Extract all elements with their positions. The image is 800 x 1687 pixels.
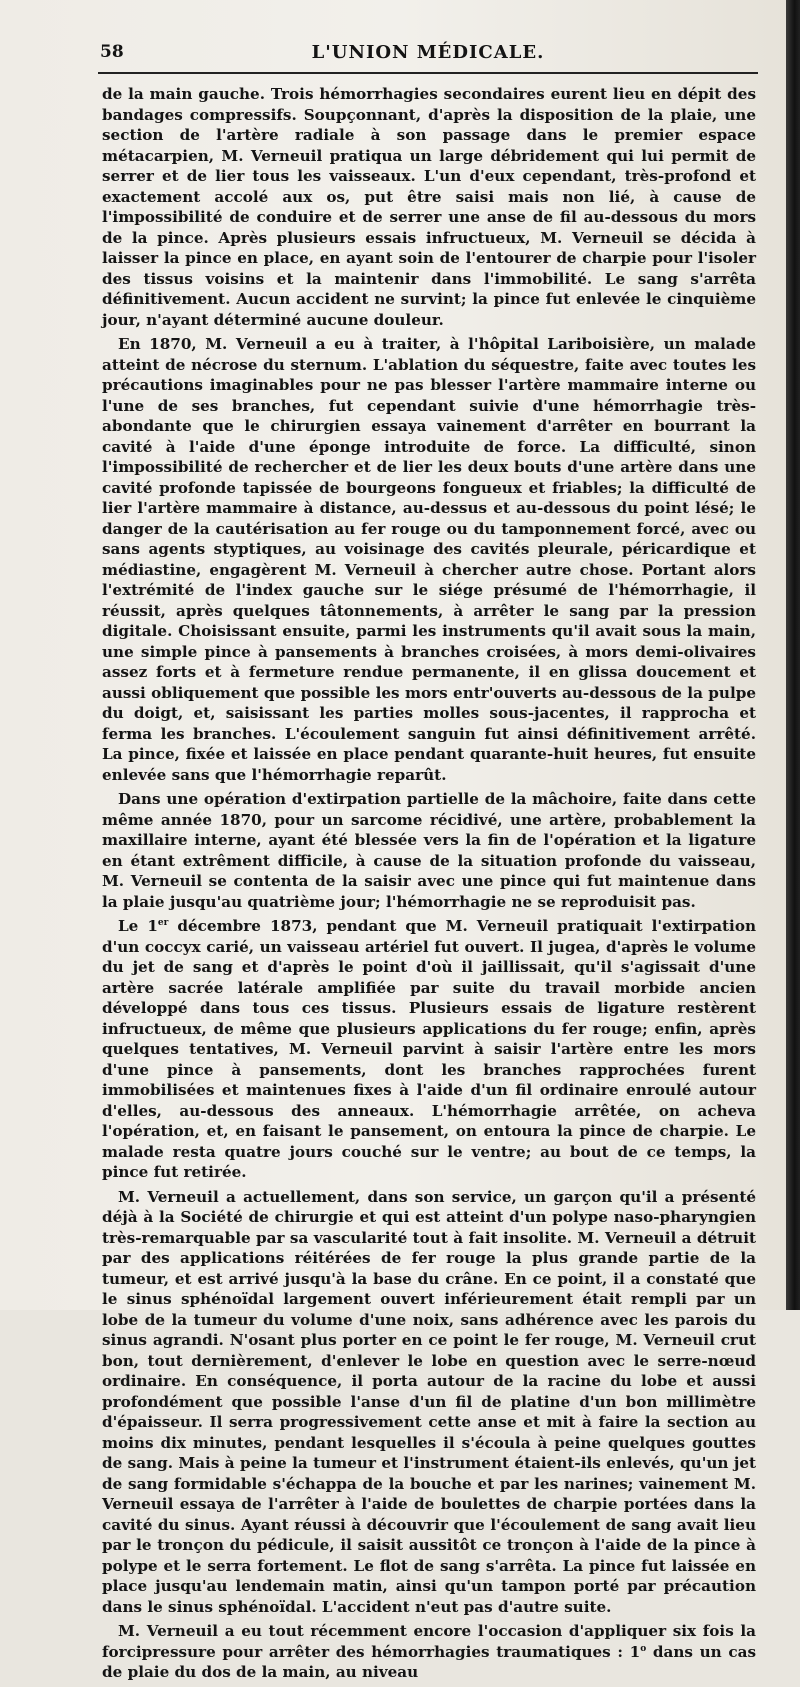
ordinal-superscript: er <box>157 917 169 928</box>
paragraph-1 <box>102 84 756 330</box>
header-rule <box>98 72 758 74</box>
paragraph-4 <box>102 916 756 1183</box>
paragraph-2 <box>102 334 756 785</box>
running-title: L'UNION MÉDICALE. <box>311 42 545 63</box>
paragraph-text: de la main gauche. Trois hémorrhagies secondaires eurent lieu en dépit des bandages compressifs. Soupçonnant, d'après la disposition de la plaie, une section de l'artère radiale à son passage dans le premier espace métacarpien, M. Verneuil pratiqua un large débridement qui lui permit de serrer et de lier tous les vaisseaux. L'un d'eux cependant, très-profond et exactement accolé aux os, put être saisi mais non lié, à cause de l'impossibilité de conduire et de serrer une anse de fil au-dessous du mors de la pince. Après plusieurs essais infructueux, M. Verneuil se décida à laisser la pince en place, en ayant soin de l'entourer de charpie pour l'isoler des tissus voisins et la maintenir dans l'immobilité. Le sang s'arrêta définitivement. Aucun accident ne survint; la pince fut enlevée le cinquième jour, n'ayant déterminé aucune douleur. <box>102 85 756 329</box>
page-number: 58 <box>100 42 124 62</box>
paragraph-text-lead: M. Verneuil a eu tout récemment encore l'occasion d'appliquer six fois la forcipressure pour arrêter des hémorrhagies traumatiques : 1 <box>102 1622 756 1661</box>
running-header <box>98 40 758 70</box>
paragraph-text: Dans une opération d'extirpation partielle de la mâchoire, faite dans cette même année 1870, pour un sarcome récidivé, une artère, probablement la maxillaire interne, ayant été blessée vers la fin de l'opération et la ligature en étant extrêment difficile, à cause de la situation profonde du vaisseau, M. Verneuil se contenta de la saisir avec une pince qui fut maintenue dans la plaie jusqu'au quatrième jour; l'hémorrhagie ne se reproduisit pas. <box>102 790 756 911</box>
paragraph-5 <box>102 1187 756 1618</box>
paragraph-text: décembre 1873, pendant que M. Verneuil pratiquait l'extirpation d'un coccyx carié, un vaisseau artériel fut ouvert. Il jugea, d'après le volume du jet de sang et d'après le point d'où il jaillissait, qu'il s'agissait d'une artère sacrée latérale amplifiée par suite du travail morbide ancien développé dans tous ces tissus. Plusieurs essais de ligature restèrent infructueux, de même que plusieurs applications du fer rouge; enfin, après quelques tentatives, M. Verneuil parvint à saisir l'artère entre les mors d'une pince à pansements, dont les branches rapprochées furent immobilisées et maintenues fixes à l'aide d'un fil ordinaire enroulé autour d'elles, au-dessous des anneaux. L'hémorrhagie arrêtée, on acheva l'opération, et, en faisant le pansement, on entoura la pince de charpie. Le malade resta quatre jours couché sur le ventre; au bout de ce temps, la pince fut retirée. <box>102 917 756 1181</box>
paragraph-text: dans un cas de plaie du dos de la main, au niveau <box>102 1642 756 1681</box>
page-binding-edge <box>786 0 800 1310</box>
paragraph-3 <box>102 789 756 912</box>
ordinal-superscript: o <box>640 1643 647 1654</box>
paragraph-text: En 1870, M. Verneuil a eu à traiter, à l'hôpital Lariboisière, un malade atteint de nécrose du sternum. L'ablation du séquestre, faite avec toutes les précautions imaginables pour ne pas blesser l'artère mammaire interne ou l'une de ses branches, fut cependant suivie d'une hémorrhagie très-abondante que le chirurgien essaya vainement d'arrêter en bourrant la cavité à l'aide d'une éponge introduite de force. La difficulté, sinon l'impossibilité de rechercher et de lier les deux bouts d'une artère dans une cavité profonde tapissée de bourgeons fongueux et friables; la difficulté de lier l'artère mammaire à distance, au-dessus et au-dessous du point lésé; le danger de la cautérisation au fer rouge ou du tamponnement forcé, avec ou sans agents styptiques, au voisinage des cavités pleurale, péricardique et médiastine, engagèrent M. Verneuil à chercher autre chose. Portant alors l'extrémité de l'index gauche sur le siége présumé de l'hémorrhagie, il réussit, après quelques tâtonnements, à arrêter le sang par la pression digitale. Choisissant ensuite, parmi les instruments qu'il avait sous la main, une simple pince à pansements à branches croisées, à mors demi-olivaires assez forts et à fermeture rendue permanente, il en glissa doucement et aussi obliquement que possible les mors entr'ouverts au-dessous de la pulpe du doigt, et, saisissant les parties molles sous-jacentes, il rapprocha et ferma les branches. L'écoulement sanguin fut ainsi définitivement arrêté. La pince, fixée et laissée en place pendant quarante-huit heures, fut ensuite enlevée sans que l'hémorrhagie reparût. <box>102 335 756 784</box>
paragraph-text: M. Verneuil a actuellement, dans son service, un garçon qu'il a présenté déjà à la Société de chirurgie et qui est atteint d'un polype naso-pharyngien très-remarquable par sa vascularité tout à fait insolite. M. Verneuil a détruit par des applications réitérées de fer rouge la plus grande partie de la tumeur, et est arrivé jusqu'à la base du crâne. En ce point, il a constaté que le sinus sphénoïdal largement ouvert inférieurement était rempli par un lobe de la tumeur du volume d'une noix, sans adhérence avec les parois du sinus agrandi. N'osant plus porter en ce point le fer rouge, M. Verneuil crut bon, tout dernièrement, d'enlever le lobe en question avec le serre-nœud ordinaire. En conséquence, il porta autour de la racine du lobe et aussi profondément que possible l'anse d'un fil de platine d'un bon millimètre d'épaisseur. Il serra progressivement cette anse et mit à faire la section au moins dix minutes, pendant lesquelles il s'écoula à peine quelques gouttes de sang. Mais à peine la tumeur et l'instrument étaient-ils enlevés, qu'un jet de sang formidable s'échappa de la bouche et par les narines; vainement M. Verneuil essaya de l'arrêter à l'aide de boulettes de charpie portées dans la cavité du sinus. Ayant réussi à découvrir que l'écoulement de sang avait lieu par le tronçon du pédicule, il saisit aussitôt ce tronçon à l'aide de la pince à polype et le serra fortement. Le flot de sang s'arrêta. La pince fut laissée en place jusqu'au lendemain matin, ainsi qu'un tampon porté par précaution dans le sinus sphénoïdal. L'accident n'eut pas d'autre suite. <box>102 1187 756 1616</box>
body-text <box>102 84 756 1687</box>
paragraph-text-lead: Le 1 <box>118 917 158 935</box>
paragraph-6 <box>102 1621 756 1683</box>
